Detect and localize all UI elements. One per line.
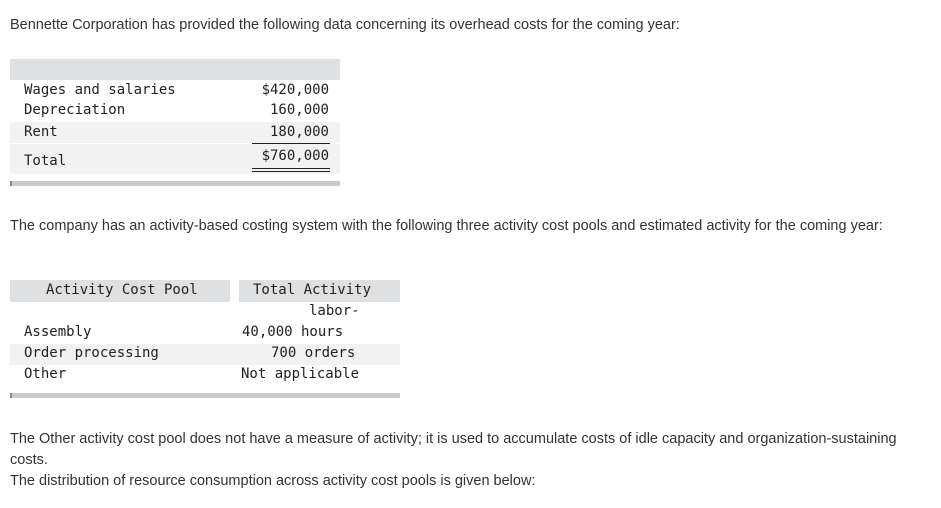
row-value: 160,000 bbox=[269, 102, 329, 118]
table-header-bar bbox=[10, 59, 340, 80]
table-row bbox=[10, 365, 400, 386]
activity-value: 700 orders bbox=[271, 345, 356, 361]
distribution-note: The distribution of resource consumption across activity cost pools is given below: bbox=[10, 473, 536, 489]
activity-value: Not applicable bbox=[241, 366, 360, 382]
row-label: Depreciation bbox=[24, 102, 126, 118]
activity-value-line2: 40,000 hours bbox=[242, 324, 344, 340]
row-label: Other bbox=[24, 366, 67, 382]
total-double-rule bbox=[252, 168, 330, 172]
row-label: Assembly bbox=[24, 324, 92, 340]
row-value: 180,000 bbox=[269, 124, 329, 140]
row-label: Wages and salaries bbox=[24, 82, 176, 98]
table-row bbox=[10, 80, 340, 101]
table-row bbox=[10, 344, 400, 365]
table-row bbox=[10, 122, 340, 143]
header-activity-label: Total Activity bbox=[253, 282, 372, 298]
intro-paragraph: Bennette Corporation has provided the following data concerning its overhead costs for the coming year: bbox=[10, 17, 680, 33]
abc-intro-paragraph: The company has an activity-based costing system with the following three activity cost pools and estimated activity for the coming year: bbox=[10, 218, 883, 234]
row-value: $420,000 bbox=[261, 82, 329, 98]
table-bottom-bar bbox=[10, 181, 340, 186]
other-pool-note: The Other activity cost pool does not have a measure of activity; it is used to accumulate costs of idle capacity and organization-sustaining costs. bbox=[10, 431, 897, 468]
table-row bbox=[10, 101, 340, 122]
header-pool-label: Activity Cost Pool bbox=[46, 282, 198, 298]
row-label: Order processing bbox=[24, 345, 159, 361]
total-value: $760,000 bbox=[261, 148, 329, 164]
activity-value-line1: labor- bbox=[309, 303, 360, 319]
header-cell-pool bbox=[10, 280, 230, 302]
row-label: Rent bbox=[24, 124, 58, 140]
table-bottom-bar bbox=[10, 393, 400, 398]
total-label: Total bbox=[24, 153, 67, 169]
closing-notes bbox=[10, 429, 930, 492]
table-header bbox=[10, 280, 400, 302]
header-cell-activity bbox=[239, 280, 400, 302]
table-row bbox=[10, 302, 400, 344]
